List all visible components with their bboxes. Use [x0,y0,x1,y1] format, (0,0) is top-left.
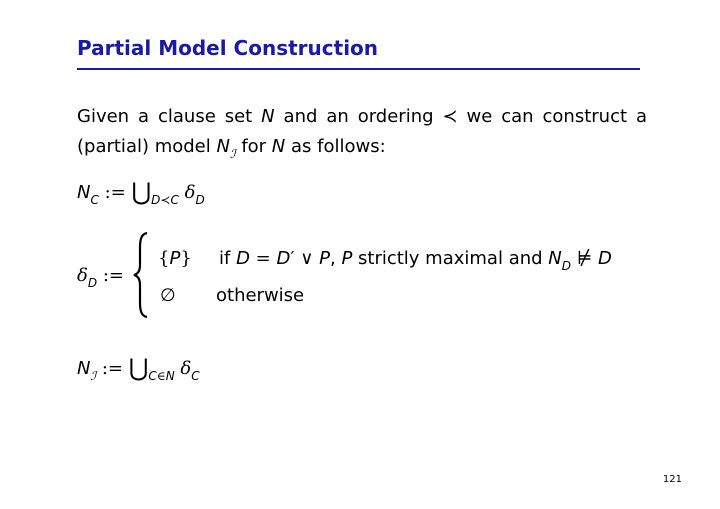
page-number: 121 [662,474,682,485]
ni-definition: $N_ℐ$ := $⋃_{C\in N}$ $\delta_C$ [77,354,200,383]
nc-definition: $N_C$ := $⋃_{D≺C}$ $\delta_D$ [77,178,205,207]
case-row-2 [160,285,176,306]
case2-condition: otherwise [216,285,305,306]
cases-brace [132,232,150,318]
case-row-2-condition [216,285,304,306]
slide-title: Partial Model Construction [77,36,379,60]
delta-lhs: $\delta_D$ := [77,265,124,290]
intro-line-1: Given a clause set N and an ordering ≺ we can construct a [77,106,647,127]
case-row-1-condition: if D = D′ ∨ P, P strictly maximal and $N_D$ ⊭ D [219,248,612,273]
title-underline [77,68,640,70]
case2-value: ∅ [160,285,176,306]
case-row-1: {P} [158,248,192,269]
intro-line-2: (partial) model $N_ℐ$ for N as follows: [77,136,386,161]
